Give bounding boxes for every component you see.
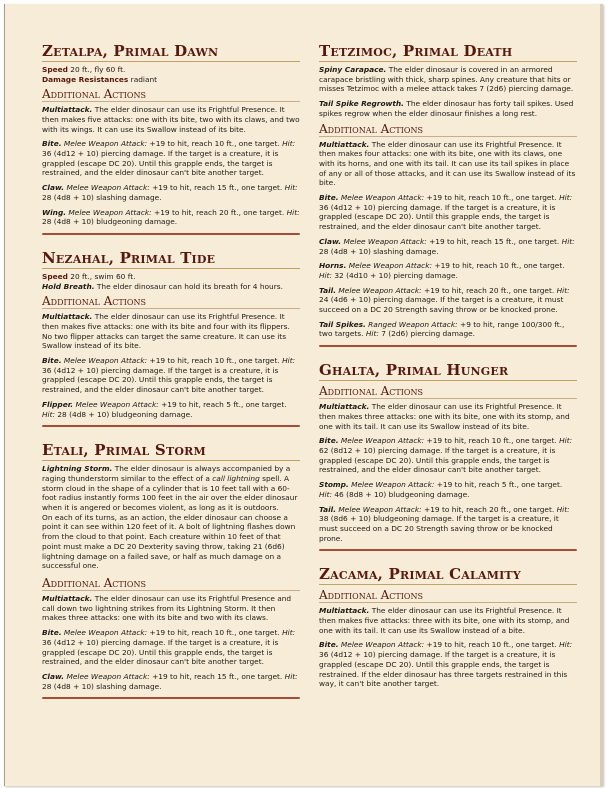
etali-actions-heading: Additional Actions xyxy=(42,575,146,590)
feature-name: Bite. xyxy=(42,628,62,638)
zacama-multiattack xyxy=(319,606,577,635)
feature-name: Claw. xyxy=(42,183,65,193)
hit-label: Hit: xyxy=(559,640,573,650)
zetalpa-speed xyxy=(42,65,300,75)
attack-text: +19 to hit, reach 10 ft., one target. xyxy=(434,261,565,271)
attack-type: Melee Weapon Attack: xyxy=(340,436,425,446)
ghalta-tail xyxy=(319,505,577,544)
attack-text: +19 to hit, reach 10 ft., one target. xyxy=(149,628,280,638)
tetzimoc-tail-spikes xyxy=(319,320,577,339)
hit-label: Hit: xyxy=(561,236,575,246)
resist-value: radiant xyxy=(130,74,158,84)
attack-text: +19 to hit, reach 5 ft., one target. xyxy=(436,480,563,490)
title-divider xyxy=(319,584,577,585)
attack-text: +19 to hit, reach 10 ft., one target. xyxy=(149,139,280,149)
tetzimoc-actions-heading: Additional Actions xyxy=(319,121,423,136)
ghalta-multiattack xyxy=(319,402,577,431)
feature-text: The elder dinosaur can use its Frightful Presence. It then makes four attacks: one with its bite, one with its claws, one with its horns, and one with its tail. It can use its tail spikes in place of any or all of those attacks, and it can use its Swallow instead of its bite. xyxy=(319,139,576,188)
speed-value: 20 ft., swim 60 ft. xyxy=(70,271,136,281)
tetzimoc-horns xyxy=(319,261,577,280)
feature-text: The elder dinosaur can use its Frightful Presence. It then makes five attacks: one with its bite and four with its flippers. No two flipper attacks can target the same creature. It can use its Swallow instead of its bite. xyxy=(42,312,290,351)
attack-type: Melee Weapon Attack: xyxy=(348,261,433,271)
etali-bite xyxy=(42,628,300,667)
hit-text: 28 (4d8 + 10) slashing damage. xyxy=(319,246,439,256)
attack-text: +19 to hit, reach 15 ft., one target. xyxy=(152,671,283,681)
ghalta-section xyxy=(319,361,577,551)
spell-name: call lightning xyxy=(212,473,260,483)
feature-name: Tail. xyxy=(319,285,337,295)
feature-name: Multiattack. xyxy=(42,593,93,603)
nezahal-title: Nezahal, Primal Tide xyxy=(42,248,216,267)
hit-label: Hit: xyxy=(286,207,300,217)
heading-divider xyxy=(42,101,300,102)
title-divider xyxy=(42,460,300,461)
attack-text: +19 to hit, reach 15 ft., one target. xyxy=(429,236,560,246)
section-end-divider xyxy=(42,697,300,699)
attack-type: Melee Weapon Attack: xyxy=(63,356,148,366)
zacama-actions-heading: Additional Actions xyxy=(319,588,423,603)
attack-type: Melee Weapon Attack: xyxy=(338,504,422,514)
feature-name: Bite. xyxy=(42,356,62,366)
hit-text: 62 (8d12 + 10) piercing damage. If the target is a creature, it is grappled (escape DC 20). Until this grapple ends, the target is restrained, and the elder dinosaur can't bite another target. xyxy=(319,445,556,475)
title-divider xyxy=(42,268,300,269)
section-end-divider xyxy=(42,233,300,235)
feature-name: Claw. xyxy=(319,236,342,246)
attack-text: +19 to hit, reach 20 ft., one target. xyxy=(424,504,555,514)
zetalpa-actions-heading: Additional Actions xyxy=(42,87,146,102)
feature-name: Multiattack. xyxy=(319,402,370,412)
feature-name: Spiny Carapace. xyxy=(319,65,387,74)
feature-name: Tail Spike Regrowth. xyxy=(319,99,404,109)
feature-name: Tail. xyxy=(319,504,337,514)
section-end-divider xyxy=(319,345,577,347)
feature-text: The elder dinosaur is covered in an armored carapace bristling with thick, sharp spines. Any creature that hits or misses Tetzimoc with a melee attack takes 7 (2d6) piercing damage. xyxy=(319,65,574,94)
hit-label: Hit: xyxy=(559,193,573,203)
nezahal-multiattack xyxy=(42,312,300,351)
feature-name: Bite. xyxy=(319,436,339,446)
tetzimoc-bite xyxy=(319,193,577,232)
feature-name: Lightning Storm. xyxy=(42,464,113,474)
attack-type: Melee Weapon Attack: xyxy=(63,628,148,638)
nezahal-flipper xyxy=(42,400,300,419)
feature-name: Bite. xyxy=(42,139,62,149)
hit-text: 28 (4d8 + 10) bludgeoning damage. xyxy=(57,409,193,419)
hit-label: Hit: xyxy=(282,356,296,366)
etali-title: Etali, Primal Storm xyxy=(42,441,206,460)
speed-value: 20 ft., fly 60 ft. xyxy=(70,65,126,74)
zetalpa-wing xyxy=(42,208,300,227)
feature-text: spell. A storm cloud in the shape of a cylinder that is 10 feet tall with a 60-foot radius instantly forms 100 feet in the air over the elder dinosaur when it is angered or becomes violent, as long as it is outdoors. xyxy=(42,473,298,513)
etali-claw xyxy=(42,672,300,691)
hit-label: Hit: xyxy=(284,183,298,193)
nezahal-hold-breath xyxy=(42,282,300,292)
ghalta-stomp xyxy=(319,480,577,499)
heading-divider xyxy=(319,398,577,399)
feature-name: Bite. xyxy=(319,640,339,650)
hit-text: 36 (4d12 + 10) piercing damage. If the target is a creature, it is grappled (escape DC 20). Until this grapple ends, the target is restrained, and the elder dinosaur can't bite another target. xyxy=(42,365,279,395)
feature-name: Horns. xyxy=(319,261,347,271)
etali-multiattack xyxy=(42,594,300,623)
hit-text: 38 (8d6 + 10) bludgeoning damage. If the target is a creature, it must succeed on a DC 20 Strength saving throw or be knocked prone. xyxy=(319,514,559,543)
nezahal-section xyxy=(42,249,300,427)
attack-type: Melee Weapon Attack: xyxy=(66,671,150,681)
etali-lightning-storm xyxy=(42,464,300,513)
hit-text: 36 (4d12 + 10) piercing damage. If the target is a creature, it is grappled (escape DC 20). Until this grapple ends, the target is restrained, and the elder dinosaur can't bite another target. xyxy=(42,637,279,667)
feature-text: The elder dinosaur has forty tail spikes. Used spikes regrow when the elder dinosaur finishes a long rest. xyxy=(319,99,574,118)
hit-text: 46 (8d8 + 10) bludgeoning damage. xyxy=(334,489,470,499)
feature-text: The elder dinosaur can use its Frightful Presence. It then makes five attacks: three with its bite, one with its stomp, and one with its tail. It can use its Swallow instead of a bite. xyxy=(319,606,570,635)
attack-text: +19 to hit, reach 10 ft., one target. xyxy=(426,193,557,203)
feature-text: The elder dinosaur can use its Frightful Presence. It then makes five attacks: one with its bite, two with its claws, and two with its wings. It can use its Swallow instead of its bite. xyxy=(42,105,300,134)
feature-text: The elder dinosaur is always accompanied by a raging thunderstorm similar to the effect of a xyxy=(42,464,291,483)
tetzimoc-claw xyxy=(319,237,577,256)
feature-name: Tail Spikes. xyxy=(319,319,366,329)
etali-section xyxy=(42,441,300,699)
section-end-divider xyxy=(319,549,577,551)
attack-type: Melee Weapon Attack: xyxy=(63,139,148,149)
speed-label: Speed xyxy=(42,271,68,281)
attack-text: +19 to hit, reach 10 ft., one target. xyxy=(426,436,557,446)
feature-name: Multiattack. xyxy=(42,312,93,322)
zacama-section xyxy=(319,565,577,689)
attack-text: +19 to hit, reach 10 ft., one target. xyxy=(149,356,280,366)
attack-type: Melee Weapon Attack: xyxy=(68,207,152,217)
attack-type: Melee Weapon Attack: xyxy=(340,193,425,203)
attack-type: Melee Weapon Attack: xyxy=(340,640,425,650)
feature-name: Stomp. xyxy=(319,480,349,490)
nezahal-speed xyxy=(42,272,300,282)
tetzimoc-tail-spike-regrowth xyxy=(319,99,577,118)
heading-divider xyxy=(319,602,577,603)
hit-label: Hit: xyxy=(365,329,379,339)
attack-text: +19 to hit, reach 10 ft., one target. xyxy=(426,640,557,650)
heading-divider xyxy=(319,136,577,137)
hit-text: 36 (4d12 + 10) piercing damage. If the target is a creature, it is grappled (escape DC 20). Until this grapple ends, the target is restrained, and the elder dinosaur can't bite another target. xyxy=(319,202,556,232)
zetalpa-section xyxy=(42,42,300,235)
feature-text: The elder dinosaur can hold its breath for 4 hours. xyxy=(96,281,283,291)
zetalpa-title: Zetalpa, Primal Dawn xyxy=(42,42,219,60)
tetzimoc-section xyxy=(319,42,577,347)
ghalta-bite xyxy=(319,436,577,475)
attack-type: Melee Weapon Attack: xyxy=(75,399,159,409)
feature-name: Claw. xyxy=(42,671,65,681)
tetzimoc-tail xyxy=(319,286,577,315)
attack-text: +9 to hit, range 100/300 ft., two targets. xyxy=(319,319,565,339)
hit-label: Hit: xyxy=(282,628,296,638)
hit-text: 36 (4d12 + 10) piercing damage. If the target is a creature, it is grappled (escape DC 20). Until this grapple ends, the target is restrained. If the elder dinosaur has three targets restrained in this way, it can't bite another target. xyxy=(319,650,568,689)
title-divider xyxy=(319,61,577,62)
zetalpa-bite xyxy=(42,139,300,178)
attack-type: Melee Weapon Attack: xyxy=(351,480,435,490)
etali-lightning-storm-cont xyxy=(42,513,300,571)
hit-label: Hit: xyxy=(282,139,296,149)
zacama-title: Zacama, Primal Calamity xyxy=(319,565,521,584)
heading-divider xyxy=(42,308,300,309)
ghalta-title: Ghalta, Primal Hunger xyxy=(319,361,509,380)
hit-text: 28 (4d8 + 10) bludgeoning damage. xyxy=(42,217,178,227)
feature-name: Hold Breath. xyxy=(42,281,95,291)
tetzimoc-title: Tetzimoc, Primal Death xyxy=(319,42,513,60)
zetalpa-claw xyxy=(42,183,300,202)
feature-name: Flipper. xyxy=(42,399,74,409)
hit-label: Hit: xyxy=(556,504,570,514)
resist-label: Damage Resistances xyxy=(42,74,129,84)
section-end-divider xyxy=(42,425,300,427)
zacama-bite xyxy=(319,640,577,689)
nezahal-actions-heading: Additional Actions xyxy=(42,294,146,309)
zetalpa-resistances xyxy=(42,75,300,85)
feature-name: Multiattack. xyxy=(319,606,370,616)
hit-label: Hit: xyxy=(559,436,573,446)
document-page xyxy=(4,4,603,786)
hit-label: Hit: xyxy=(319,270,332,280)
heading-divider xyxy=(42,590,300,591)
title-divider xyxy=(42,61,300,62)
attack-text: +19 to hit, reach 20 ft., one target. xyxy=(424,285,555,295)
hit-text: 32 (4d10 + 10) piercing damage. xyxy=(334,270,458,280)
right-column xyxy=(319,42,577,694)
ghalta-actions-heading: Additional Actions xyxy=(319,384,423,399)
hit-label: Hit: xyxy=(556,285,570,295)
left-column xyxy=(42,42,300,699)
attack-text: +19 to hit, reach 5 ft., one target. xyxy=(161,399,287,409)
zetalpa-multiattack xyxy=(42,105,300,134)
attack-type: Ranged Weapon Attack: xyxy=(368,319,458,329)
hit-label: Hit: xyxy=(42,409,55,419)
nezahal-bite xyxy=(42,356,300,395)
attack-text: +19 to hit, reach 20 ft., one target. xyxy=(154,207,285,217)
title-divider xyxy=(319,380,577,381)
hit-text: 24 (4d6 + 10) piercing damage. If the target is a creature, it must succeed on a DC 20 Strength saving throw or be knocked prone. xyxy=(319,295,564,315)
attack-type: Melee Weapon Attack: xyxy=(338,285,422,295)
feature-text: The elder dinosaur can use its Frightful Presence. It then makes three attacks: one with its bite, one with its stomp, and one with its tail. It can use its Swallow instead of its bite. xyxy=(319,402,570,431)
feature-name: Multiattack. xyxy=(319,139,370,149)
hit-text: 28 (4d8 + 10) slashing damage. xyxy=(42,681,162,691)
feature-name: Wing. xyxy=(42,207,67,217)
feature-name: Multiattack. xyxy=(42,105,93,115)
feature-name: Bite. xyxy=(319,193,339,203)
feature-text: On each of its turns, as an action, the elder dinosaur can choose a point it can see within 120 feet of it. A bolt of lightning flashes down from the cloud to that point. Each creature within 10 feet of that point must make a DC 20 Dexterity saving throw, taking 21 (6d6) lightning damage on a failed save, or half as much damage on a successful one. xyxy=(42,512,296,571)
hit-label: Hit: xyxy=(319,489,332,499)
attack-text: +19 to hit, reach 15 ft., one target. xyxy=(152,183,283,193)
attack-type: Melee Weapon Attack: xyxy=(66,183,150,193)
hit-label: Hit: xyxy=(284,671,298,681)
feature-text: The elder dinosaur can use its Frightful Presence and call down two lightning strikes from its Lightning Storm. It then makes three attacks: one with its bite and two with its claws. xyxy=(42,593,292,623)
tetzimoc-spiny-carapace xyxy=(319,65,577,94)
hit-text: 36 (4d12 + 10) piercing damage. If the target is a creature, it is grappled (escape DC 20). Until this grapple ends, the target is restrained, and the elder dinosaur can't bite another target. xyxy=(42,149,279,178)
tetzimoc-multiattack xyxy=(319,140,577,189)
attack-type: Melee Weapon Attack: xyxy=(343,236,427,246)
hit-text: 28 (4d8 + 10) slashing damage. xyxy=(42,192,162,202)
speed-label: Speed xyxy=(42,65,68,74)
hit-text: 7 (2d6) piercing damage. xyxy=(381,329,476,339)
